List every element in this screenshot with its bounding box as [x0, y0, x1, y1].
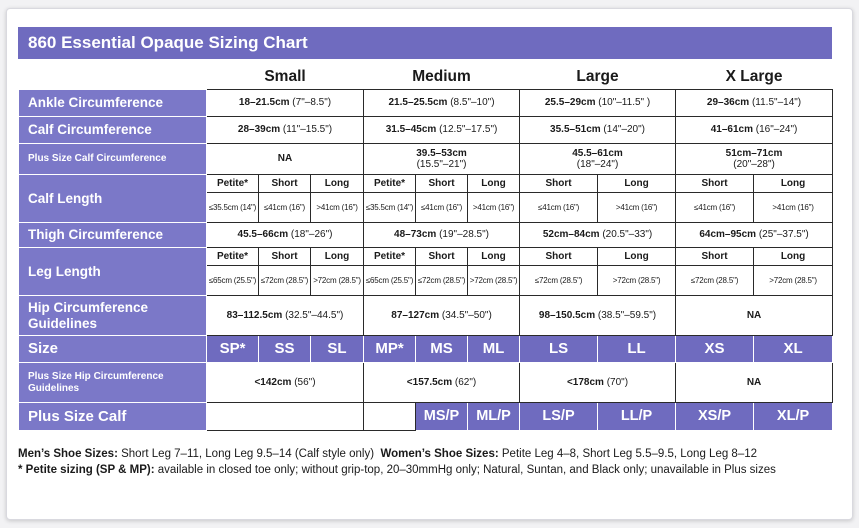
calf-length-cell: >41cm (16"): [311, 193, 364, 223]
sub-petite: Petite*: [364, 248, 416, 266]
thigh-small: 45.5–66cm (18"–26"): [207, 223, 364, 248]
plus-hip-medium: <157.5cm (62"): [364, 363, 520, 403]
calf-small: 28–39cm (11"–15.5"): [207, 117, 364, 144]
row-label-ankle: Ankle Circumference: [19, 90, 207, 117]
size-code-sl: SL: [311, 336, 364, 363]
header-xlarge: X Large: [725, 68, 783, 86]
leg-length-cell: >72cm (28.5"): [754, 266, 833, 296]
hip-row: [19, 296, 833, 336]
leg-length-cell: ≤65cm (25.5"): [207, 266, 259, 296]
plus-calf-small: NA: [207, 144, 364, 175]
calf-row: [19, 117, 833, 144]
sub-petite: Petite*: [364, 175, 416, 193]
size-code-ll: LL: [598, 336, 676, 363]
row-label-hip: Hip Circumference Guidelines: [19, 296, 207, 336]
header-spacer: [19, 65, 207, 90]
plus-calf-large: 45.5–61cm (18"–24"): [520, 144, 676, 175]
petite-text: available in closed toe only; without grip-top, 20–30mmHg only; Natural, Suntan, and Black only; unavailable in Plus sizes: [154, 464, 776, 476]
calf-length-cell: >41cm (16"): [754, 193, 833, 223]
calf-medium: 31.5–45cm (12.5"–17.5"): [364, 117, 520, 144]
ankle-row: [19, 90, 833, 117]
plus-calf-row: [19, 144, 833, 175]
chart-title: 860 Essential Opaque Sizing Chart: [18, 27, 832, 59]
sub-long: Long: [468, 175, 520, 193]
mens-shoe-text: Short Leg 7–11, Long Leg 9.5–14 (Calf style only): [117, 448, 375, 460]
ankle-xlarge: 29–36cm (11.5"–14"): [676, 90, 833, 117]
row-label-plus-calf: Plus Size Calf Circumference: [19, 144, 207, 175]
size-code-sp: SP*: [207, 336, 259, 363]
size-header-row: [19, 65, 833, 90]
size-code-mp: MP*: [364, 336, 416, 363]
leg-length-cell: >72cm (28.5"): [468, 266, 520, 296]
plus-hip-row: [19, 363, 833, 403]
thigh-row: [19, 223, 833, 248]
leg-length-cell: ≤72cm (28.5"): [416, 266, 468, 296]
petite-label: * Petite sizing (SP & MP):: [18, 464, 155, 476]
size-code-ml-plus: ML/P: [468, 403, 520, 431]
sub-petite: Petite*: [207, 175, 259, 193]
row-label-plus-hip: Plus Size Hip Circumference Guidelines: [19, 363, 207, 403]
size-code-xs: XS: [676, 336, 754, 363]
womens-shoe-text: Petite Leg 4–8, Short Leg 5.5–9.5, Long Leg 8–12: [498, 448, 758, 460]
size-code-ms: MS: [416, 336, 468, 363]
row-label-calf-length: Calf Length: [19, 175, 207, 223]
calf-length-cell: >41cm (16"): [598, 193, 676, 223]
sub-short: Short: [259, 175, 311, 193]
plus-calf-medium: 39.5–53cm (15.5"–21"): [364, 144, 520, 175]
calf-large: 35.5–51cm (14"–20"): [520, 117, 676, 144]
sub-short: Short: [676, 175, 754, 193]
sub-short: Short: [676, 248, 754, 266]
sub-long: Long: [754, 175, 833, 193]
sub-long: Long: [598, 248, 676, 266]
row-label-size: Size: [19, 336, 207, 363]
calf-length-cell: ≤35.5cm (14"): [207, 193, 259, 223]
leg-length-cell: ≤72cm (28.5"): [520, 266, 598, 296]
sub-short: Short: [520, 175, 598, 193]
sub-short: Short: [416, 248, 468, 266]
shoe-size-footnote: [18, 448, 757, 460]
thigh-medium: 48–73cm (19"–28.5"): [364, 223, 520, 248]
leg-length-cell: ≤65cm (25.5"): [364, 266, 416, 296]
plus-hip-small: <142cm (56"): [207, 363, 364, 403]
sub-long: Long: [311, 248, 364, 266]
calf-length-cell: ≤41cm (16"): [416, 193, 468, 223]
ankle-small: 18–21.5cm (7"–8.5"): [207, 90, 364, 117]
calf-length-subheader-row: [19, 175, 833, 193]
sub-petite: Petite*: [207, 248, 259, 266]
calf-length-cell: ≤41cm (16"): [259, 193, 311, 223]
size-code-xl: XL: [754, 336, 833, 363]
row-label-leg-length: Leg Length: [19, 248, 207, 296]
plus-hip-large: <178cm (70"): [520, 363, 676, 403]
plus-size-calf-row: [19, 403, 833, 431]
leg-length-cell: >72cm (28.5"): [598, 266, 676, 296]
header-small: Small: [264, 68, 306, 86]
row-label-plus-size-calf: Plus Size Calf: [19, 403, 207, 431]
hip-large: 98–150.5cm (38.5"–59.5"): [520, 296, 676, 336]
header-medium: Medium: [412, 68, 471, 86]
header-large: Large: [576, 68, 619, 86]
ankle-medium: 21.5–25.5cm (8.5"–10"): [364, 90, 520, 117]
calf-length-cell: ≤41cm (16"): [520, 193, 598, 223]
calf-xlarge: 41–61cm (16"–24"): [676, 117, 833, 144]
row-label-calf: Calf Circumference: [19, 117, 207, 144]
plus-size-calf-empty: [364, 403, 416, 431]
size-code-ll-plus: LL/P: [598, 403, 676, 431]
size-code-xs-plus: XS/P: [676, 403, 754, 431]
hip-xlarge: NA: [676, 296, 833, 336]
plus-calf-xlarge: 51cm–71cm (20"–28"): [676, 144, 833, 175]
size-code-ml: ML: [468, 336, 520, 363]
thigh-large: 52cm–84cm (20.5"–33"): [520, 223, 676, 248]
mens-shoe-label: Men’s Shoe Sizes:: [18, 448, 118, 460]
sub-long: Long: [311, 175, 364, 193]
sub-short: Short: [520, 248, 598, 266]
size-code-xl-plus: XL/P: [754, 403, 833, 431]
size-code-ss: SS: [259, 336, 311, 363]
hip-small: 83–112.5cm (32.5"–44.5"): [207, 296, 364, 336]
sub-short: Short: [259, 248, 311, 266]
leg-length-cell: ≤72cm (28.5"): [259, 266, 311, 296]
thigh-xlarge: 64cm–95cm (25"–37.5"): [676, 223, 833, 248]
leg-length-cell: ≤72cm (28.5"): [676, 266, 754, 296]
plus-size-calf-empty: [207, 403, 364, 431]
plus-hip-xlarge: NA: [676, 363, 833, 403]
size-code-row: [19, 336, 833, 363]
womens-shoe-label: Women’s Shoe Sizes:: [380, 448, 499, 460]
size-code-ls: LS: [520, 336, 598, 363]
calf-length-cell: >41cm (16"): [468, 193, 520, 223]
petite-footnote: [18, 464, 776, 476]
sub-long: Long: [754, 248, 833, 266]
row-label-thigh: Thigh Circumference: [19, 223, 207, 248]
ankle-large: 25.5–29cm (10"–11.5" ): [520, 90, 676, 117]
sub-long: Long: [468, 248, 520, 266]
size-code-ls-plus: LS/P: [520, 403, 598, 431]
calf-length-cell: ≤35.5cm (14"): [364, 193, 416, 223]
leg-length-cell: >72cm (28.5"): [311, 266, 364, 296]
sub-long: Long: [598, 175, 676, 193]
sizing-table: [18, 65, 833, 431]
hip-medium: 87–127cm (34.5"–50"): [364, 296, 520, 336]
sub-short: Short: [416, 175, 468, 193]
size-code-ms-plus: MS/P: [416, 403, 468, 431]
leg-length-subheader-row: [19, 248, 833, 266]
calf-length-cell: ≤41cm (16"): [676, 193, 754, 223]
